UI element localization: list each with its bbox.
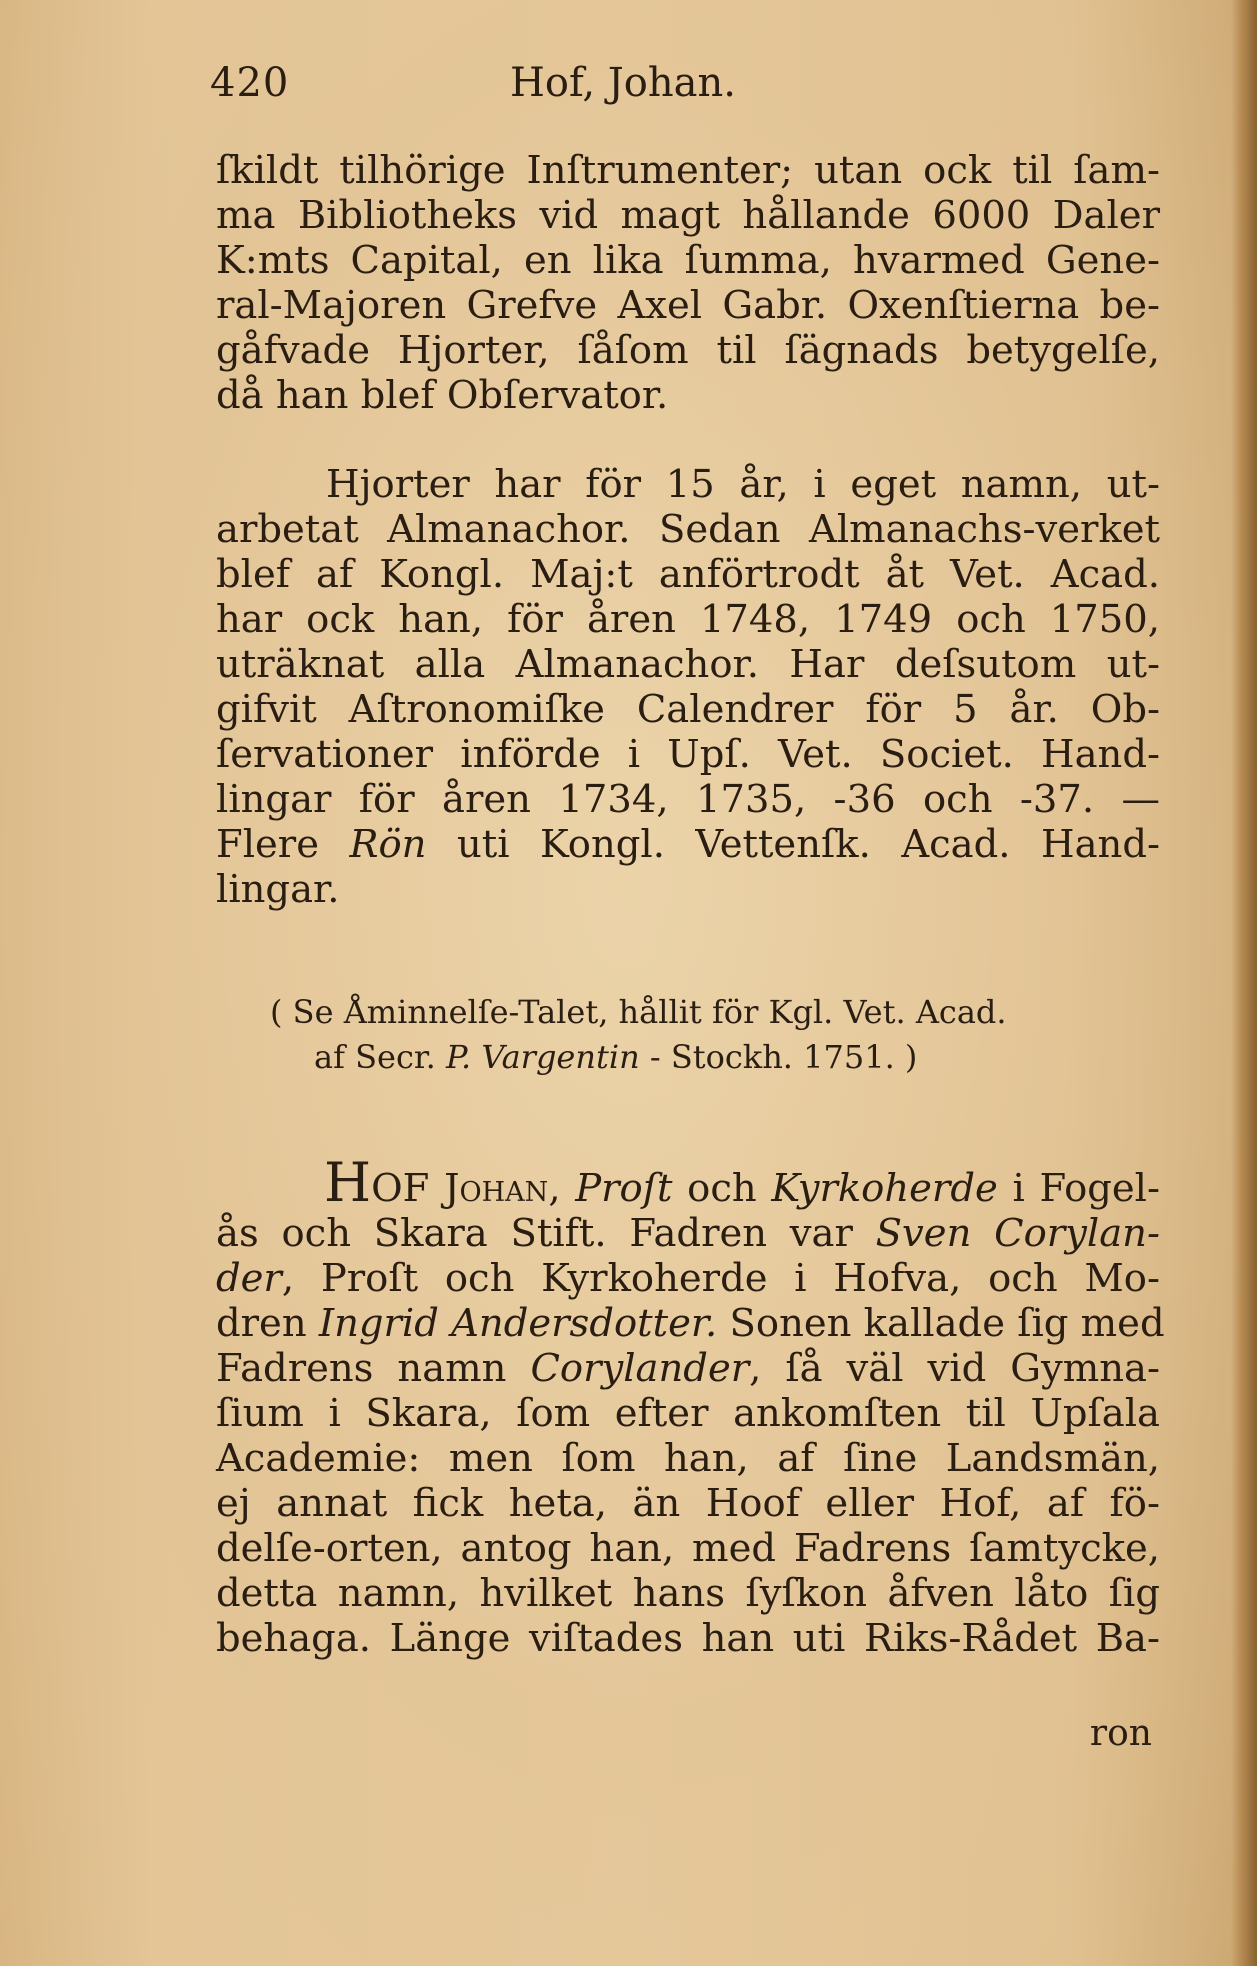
italic-run: Rön xyxy=(349,822,427,867)
text-line xyxy=(216,1211,1160,1256)
text-run: Flere xyxy=(216,822,350,867)
text-line: gåfvade Hjorter, ſåſom til ſägnads betygelſe, xyxy=(216,328,1160,373)
text-run: , xyxy=(548,1166,576,1211)
reference-note xyxy=(270,990,1130,1080)
text-line: K:mts Capital, en lika ſumma, hvarmed Gene- xyxy=(216,238,1160,283)
text-run: , Proſt och Kyrkoherde i Hofva, och Mo- xyxy=(281,1256,1160,1301)
text-line: Hjorter har för 15 år, i eget namn, ut- xyxy=(326,462,1160,507)
text-line: gifvit Aſtronomiſke Calendrer för 5 år. Ob- xyxy=(216,687,1160,732)
catchword: ron xyxy=(1089,1713,1152,1754)
text-run: ås och Skara Stift. Fadren var xyxy=(216,1211,876,1256)
text-run: Sonen kallade ſig med xyxy=(717,1301,1165,1346)
paragraph-2 xyxy=(216,462,1160,912)
page-edge xyxy=(1231,0,1257,1966)
text-run: Fadrens namn xyxy=(216,1346,531,1391)
text-line: blef af Kongl. Maj:t anförtrodt åt Vet. Acad. xyxy=(216,552,1160,597)
italic-run: Sven Corylan- xyxy=(875,1211,1160,1256)
paragraph-1 xyxy=(216,148,1160,418)
text-line: ſkildt tilhörige Inſtrumenter; utan ock til ſam- xyxy=(216,148,1160,193)
text-line: ej annat fick heta, än Hoof eller Hof, af fö- xyxy=(216,1481,1160,1526)
text-line: arbetat Almanachor. Sedan Almanachs-verket xyxy=(216,507,1160,552)
text-line: behaga. Länge viſtades han uti Riks-Rådet Ba- xyxy=(216,1616,1160,1661)
text-line xyxy=(216,1301,1165,1346)
text-line: ma Bibliotheks vid magt hållande 6000 Daler xyxy=(216,193,1160,238)
text-run: , ſå väl vid Gymna- xyxy=(749,1346,1160,1391)
text-line: ral-Majoren Grefve Axel Gabr. Oxenſtierna be- xyxy=(216,283,1160,328)
text-run: dren xyxy=(216,1301,319,1346)
text-line: då han blef Obſervator. xyxy=(216,373,669,418)
entry-heading-line xyxy=(216,1151,1161,1214)
running-head-title: Hof, Johan. xyxy=(510,60,736,106)
text-line xyxy=(216,1346,1160,1391)
text-run: i Fogel- xyxy=(997,1166,1161,1211)
text-line: detta namn, hvilket hans ſyſkon åfven låto ſig xyxy=(216,1571,1160,1616)
text-line: ſervationer införde i Upſ. Vet. Societ. Hand- xyxy=(216,732,1160,777)
italic-run: Ingrid Andersdotter. xyxy=(318,1301,718,1346)
text-run: och xyxy=(672,1166,772,1211)
entry-given-name: Johan xyxy=(444,1166,549,1211)
text-run: af Secr. xyxy=(314,1038,446,1076)
text-line: delſe-orten, antog han, med Fadrens ſamtycke, xyxy=(216,1526,1160,1571)
text-line xyxy=(216,822,1160,867)
text-line: lingar. xyxy=(216,867,340,912)
reference-line xyxy=(270,1035,1130,1080)
italic-run: P. Vargentin xyxy=(446,1038,640,1076)
text-run: - Stockh. 1751. ) xyxy=(639,1038,918,1076)
running-head xyxy=(210,60,910,120)
italic-run: Proſt xyxy=(575,1166,673,1211)
italic-run: der xyxy=(216,1256,282,1301)
entry-surname: OF xyxy=(371,1166,430,1211)
text-line xyxy=(216,1256,1160,1301)
text-line: Academie: men ſom han, af ſine Landsmän, xyxy=(216,1436,1160,1481)
italic-run: Kyrkoherde xyxy=(771,1166,998,1211)
page-number: 420 xyxy=(210,60,290,106)
text-line: ſium i Skara, ſom efter ankomſten til Upſala xyxy=(216,1391,1160,1436)
entry-hof-johan xyxy=(216,1151,1165,1661)
text-line: uträknat alla Almanachor. Har deſsutom ut- xyxy=(216,642,1160,687)
text-line: lingar för åren 1734, 1735, -36 och -37. — xyxy=(216,777,1160,822)
text-run: uti Kongl. Vettenſk. Acad. Hand- xyxy=(426,822,1160,867)
text-line: har ock han, för åren 1748, 1749 och 1750, xyxy=(216,597,1160,642)
italic-run: Corylander xyxy=(530,1346,750,1391)
reference-line: ( Se Åminnelſe-Talet, hållit för Kgl. Vet. Acad. xyxy=(270,993,1007,1031)
entry-initial: H xyxy=(324,1151,372,1214)
